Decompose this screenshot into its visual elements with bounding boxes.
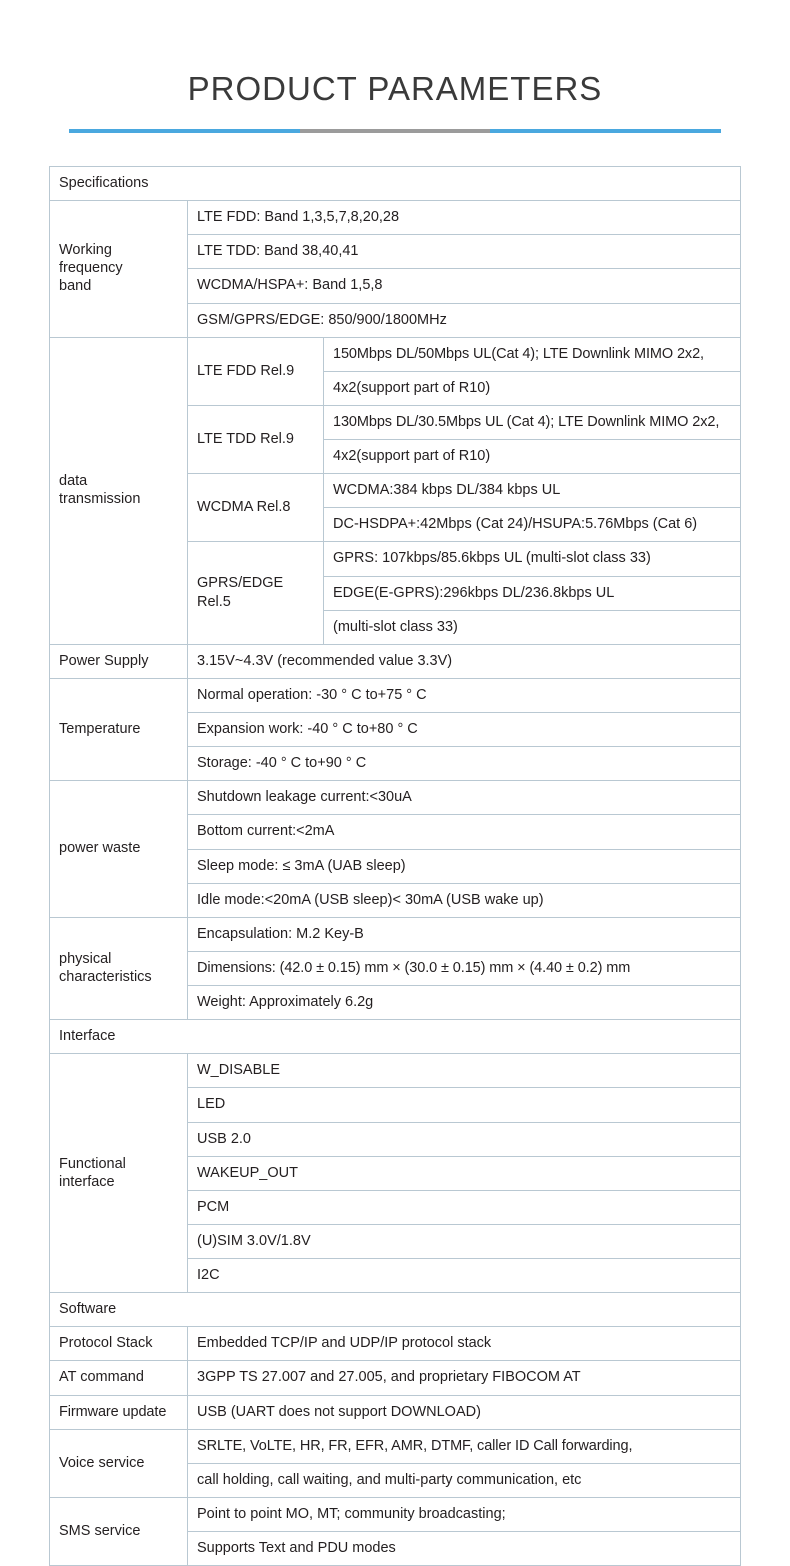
value-power-shutdown: Shutdown leakage current:<30uA: [188, 781, 741, 815]
value-lte-tdd-bands: LTE TDD: Band 38,40,41: [188, 235, 741, 269]
row-label-data-transmission: [50, 337, 188, 644]
value-dimensions: Dimensions: (42.0 ± 0.15) mm × (30.0 ± 0.15) mm × (4.40 ± 0.2) mm: [188, 951, 741, 985]
value-lte-tdd-rate-line1: 130Mbps DL/30.5Mbps UL (Cat 4); LTE Downlink MIMO 2x2,: [324, 405, 741, 439]
section-header-specifications: Specifications: [50, 167, 741, 201]
value-voice-service-line2: call holding, call waiting, and multi-party communication, etc: [188, 1463, 741, 1497]
value-power-supply: 3.15V~4.3V (recommended value 3.3V): [188, 644, 741, 678]
table-row: [50, 1327, 741, 1361]
value-temperature-expansion: Expansion work: -40 ° C to+80 ° C: [188, 713, 741, 747]
row-label-power-supply: Power Supply: [50, 644, 188, 678]
section-header-interface: Interface: [50, 1020, 741, 1054]
label-line-1: data: [59, 473, 88, 490]
table-row: [50, 781, 741, 815]
value-interface-w-disable: W_DISABLE: [188, 1054, 741, 1088]
table-row: [50, 201, 741, 235]
row-label-at-command: AT command: [50, 1361, 188, 1395]
label-line-1: Functional: [59, 1155, 126, 1172]
value-interface-led: LED: [188, 1088, 741, 1122]
label-line-1: Working: [59, 242, 112, 259]
label-line-2: frequency: [59, 260, 123, 277]
label-line-1: physical: [59, 950, 112, 967]
sublabel-gprs-edge-rel5: GPRS/EDGE Rel.5: [188, 542, 324, 644]
value-weight: Weight: Approximately 6.2g: [188, 986, 741, 1020]
value-power-idle: Idle mode:<20mA (USB sleep)< 30mA (USB wake up): [188, 883, 741, 917]
row-label-protocol-stack: Protocol Stack: [50, 1327, 188, 1361]
value-gsm-bands: GSM/GPRS/EDGE: 850/900/1800MHz: [188, 303, 741, 337]
row-label-working-frequency-band: [50, 201, 188, 338]
table-row: [50, 337, 741, 371]
value-voice-service-line1: SRLTE, VoLTE, HR, FR, EFR, AMR, DTMF, caller ID Call forwarding,: [188, 1429, 741, 1463]
row-label-firmware-update: Firmware update: [50, 1395, 188, 1429]
table-row: [50, 678, 741, 712]
table-row: [50, 1395, 741, 1429]
value-sms-service-line2: Supports Text and PDU modes: [188, 1532, 741, 1566]
table-row: [50, 1361, 741, 1395]
rule-segment-gray: [300, 129, 490, 133]
value-interface-pcm: PCM: [188, 1190, 741, 1224]
value-gprs-rate-line3: (multi-slot class 33): [324, 610, 741, 644]
rule-segment-blue-right: [490, 129, 721, 133]
row-label-power-waste: power waste: [50, 781, 188, 918]
row-label-temperature: Temperature: [50, 678, 188, 780]
label-line-2: interface: [59, 1173, 115, 1190]
value-power-sleep: Sleep mode: ≤ 3mA (UAB sleep): [188, 849, 741, 883]
value-power-bottom: Bottom current:<2mA: [188, 815, 741, 849]
table-row: [50, 644, 741, 678]
table-row: [50, 1020, 741, 1054]
sublabel-lte-fdd-rel9: LTE FDD Rel.9: [188, 337, 324, 405]
value-at-command: 3GPP TS 27.007 and 27.005, and proprietary FIBOCOM AT: [188, 1361, 741, 1395]
value-temperature-storage: Storage: -40 ° C to+90 ° C: [188, 747, 741, 781]
sublabel-lte-tdd-rel9: LTE TDD Rel.9: [188, 405, 324, 473]
rule-segment-blue-left: [69, 129, 300, 133]
page-title: PRODUCT PARAMETERS: [187, 70, 603, 107]
row-label-functional-interface: [50, 1054, 188, 1293]
table-row: [50, 1429, 741, 1463]
value-wcdma-rate-line1: WCDMA:384 kbps DL/384 kbps UL: [324, 474, 741, 508]
value-interface-usim: (U)SIM 3.0V/1.8V: [188, 1224, 741, 1258]
value-interface-i2c: I2C: [188, 1259, 741, 1293]
value-lte-fdd-rate-line1: 150Mbps DL/50Mbps UL(Cat 4); LTE Downlink MIMO 2x2,: [324, 337, 741, 371]
table-row: [50, 1054, 741, 1088]
value-temperature-normal: Normal operation: -30 ° C to+75 ° C: [188, 678, 741, 712]
label-line-2: transmission: [59, 491, 141, 508]
specifications-table: [49, 166, 741, 1566]
label-line-3: band: [59, 278, 92, 295]
value-wcdma-rate-line2: DC-HSDPA+:42Mbps (Cat 24)/HSUPA:5.76Mbps (Cat 6): [324, 508, 741, 542]
value-lte-fdd-rate-line2: 4x2(support part of R10): [324, 371, 741, 405]
value-interface-wakeup-out: WAKEUP_OUT: [188, 1156, 741, 1190]
value-sms-service-line1: Point to point MO, MT; community broadcasting;: [188, 1497, 741, 1531]
sublabel-wcdma-rel8: WCDMA Rel.8: [188, 474, 324, 542]
value-encapsulation: Encapsulation: M.2 Key-B: [188, 917, 741, 951]
value-gprs-rate-line2: EDGE(E-GPRS):296kbps DL/236.8kbps UL: [324, 576, 741, 610]
value-wcdma-bands: WCDMA/HSPA+: Band 1,5,8: [188, 269, 741, 303]
value-gprs-rate-line1: GPRS: 107kbps/85.6kbps UL (multi-slot class 33): [324, 542, 741, 576]
value-firmware-update: USB (UART does not support DOWNLOAD): [188, 1395, 741, 1429]
title-underline-rule: [69, 129, 721, 133]
value-protocol-stack: Embedded TCP/IP and UDP/IP protocol stack: [188, 1327, 741, 1361]
section-header-software: Software: [50, 1293, 741, 1327]
value-lte-tdd-rate-line2: 4x2(support part of R10): [324, 440, 741, 474]
row-label-sms-service: SMS service: [50, 1497, 188, 1565]
row-label-physical-characteristics: [50, 917, 188, 1019]
label-line-2: characteristics: [59, 968, 152, 985]
row-label-voice-service: Voice service: [50, 1429, 188, 1497]
table-row: [50, 1497, 741, 1531]
value-interface-usb: USB 2.0: [188, 1122, 741, 1156]
table-row: [50, 1293, 741, 1327]
table-row: [50, 167, 741, 201]
value-lte-fdd-bands: LTE FDD: Band 1,3,5,7,8,20,28: [188, 201, 741, 235]
table-row: [50, 917, 741, 951]
